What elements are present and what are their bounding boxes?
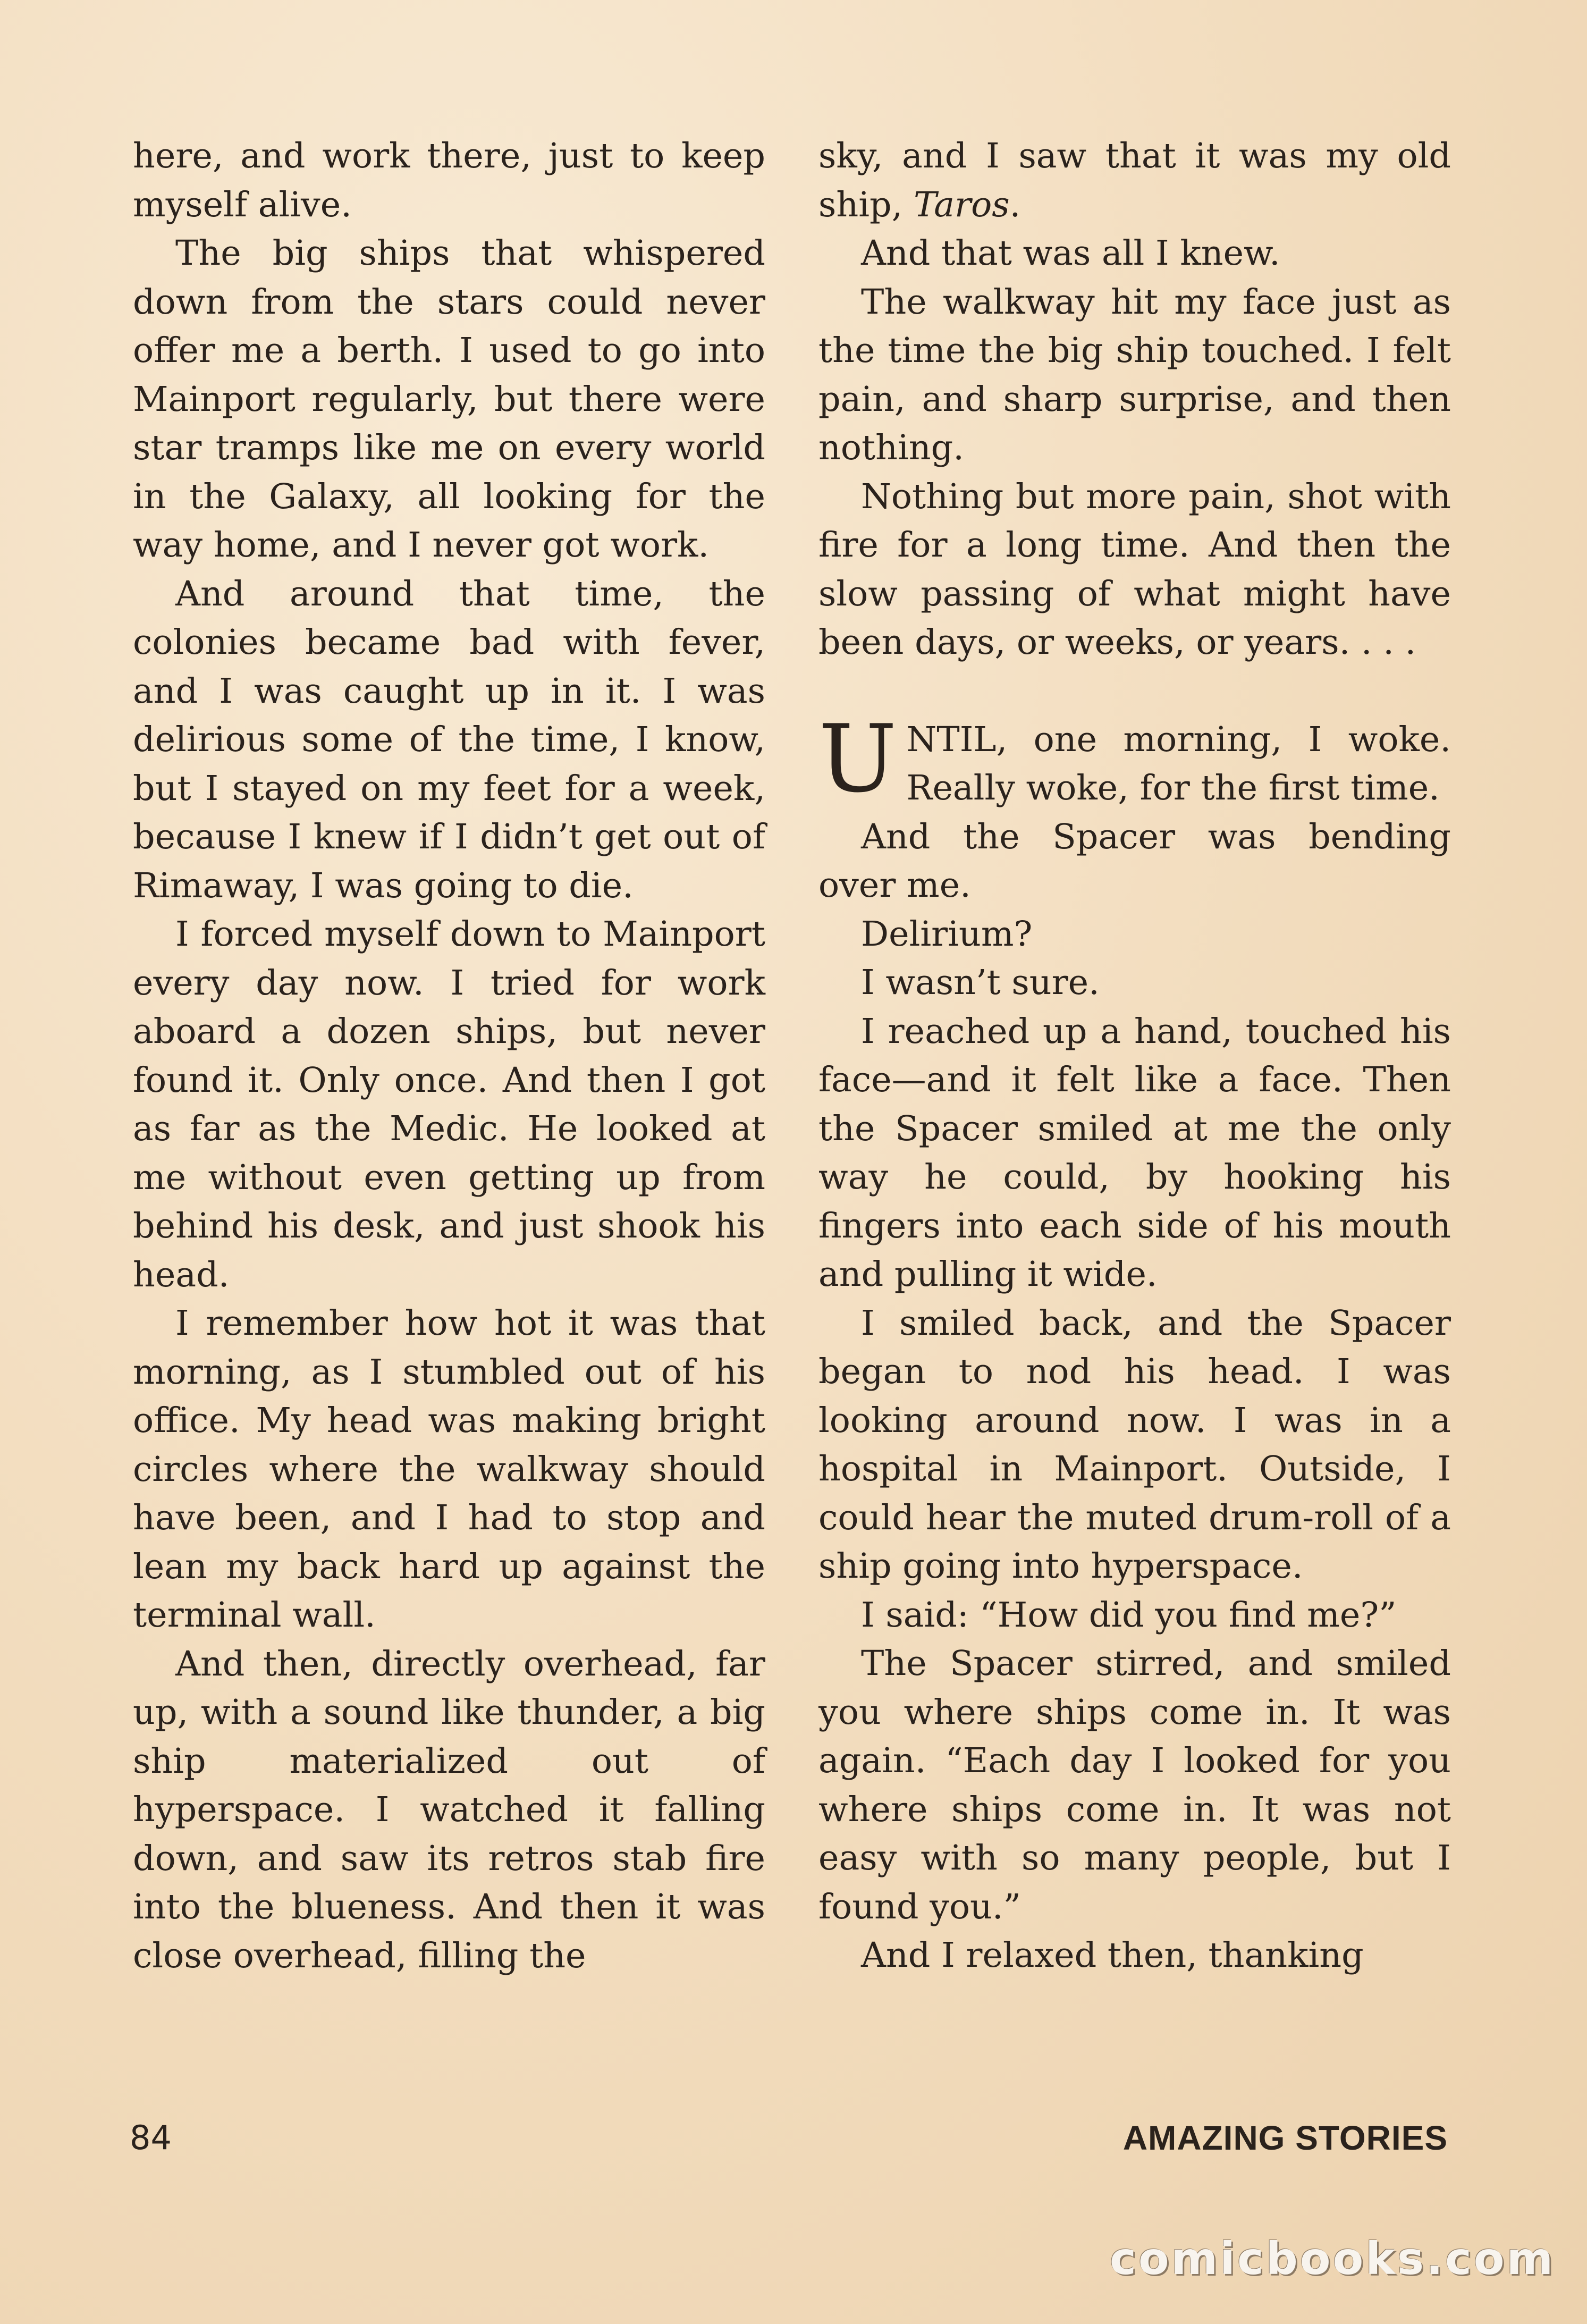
- paragraph: The big ships that whispered down from the stars could never offer me a berth. I used to go into Mainport regularly, but there were star tramps like me on every world in the Galaxy, all looking for the way home, and I never got work.: [133, 233, 765, 565]
- paragraph: I remember how hot it was that morning, as I stumbled out of his office. My head was making bright circles where the walkway should have been, and I had to stop and lean my back hard up against the terminal wall.: [133, 1303, 765, 1635]
- paragraph: And around that time, the colonies became bad with fever, and I was caught up in it. I was delirious some of the time, I know, but I stayed on my feet for a week, because I knew if I didn’t get out of Rimaway, I was going to die.: [133, 574, 765, 906]
- paragraph: And that was all I knew.: [861, 233, 1280, 273]
- text-run: NTIL, one morning, I woke. Really woke, for the first time.: [906, 719, 1451, 808]
- watermark: comicbooks.com: [1110, 2233, 1555, 2285]
- paragraph: I forced myself down to Mainport every day now. I tried for work aboard a dozen ships, but never found it. Only once. And then I got as far as the Medic. He looked at me without even getting up from behind his desk, and just shook his head.: [133, 914, 765, 1295]
- paragraph: I reached up a hand, touched his face—and it felt like a face. Then the Spacer smiled at me the only way he could, by hooking his fingers into each side of his mouth and pulling it wide.: [818, 1011, 1451, 1294]
- paragraph: I said: “How did you find me?”: [861, 1595, 1397, 1635]
- drop-cap: U: [818, 705, 897, 813]
- paragraph: The Spacer stirred, and smiled you where ships come in. It was again. “Each day I looked for you where ships come in. It was not easy with so many people, but I found you.”: [818, 1644, 1451, 1927]
- text-run: sky, and I saw that it was my old ship,: [818, 136, 1451, 225]
- left-column: [133, 132, 765, 1980]
- page-number: 84: [130, 2118, 172, 2157]
- paragraph: The walkway hit my face just as the time the big ship touched. I felt pain, and sharp surprise, and then nothing.: [818, 282, 1451, 468]
- paragraph: Nothing but more pain, shot with fire for a long time. And then the slow passing of what might have been days, or weeks, or years. . . .: [818, 476, 1451, 662]
- paragraph: here, and work there, just to keep myself alive.: [133, 136, 765, 225]
- paragraph: And I relaxed then, thanking: [861, 1935, 1364, 1975]
- paragraph: And then, directly overhead, far up, with a sound like thunder, a big ship materialized out of hyperspace. I watched it falling down, and saw its retros stab fire into the blueness. And then it was close overhead, filling the: [133, 1644, 765, 1976]
- right-column: [818, 132, 1451, 1980]
- paragraph: And the Spacer was bending over me.: [818, 816, 1451, 905]
- text-run: .: [1009, 184, 1021, 225]
- paragraph: I wasn’t sure.: [861, 963, 1100, 1003]
- ship-name: Taros: [913, 184, 1010, 225]
- paragraph: I smiled back, and the Spacer began to nod his head. I was looking around now. I was in a hospital in Mainport. Outside, I could hear the muted drum-roll of a ship going into hyperspace.: [818, 1303, 1451, 1586]
- paragraph: [818, 132, 1451, 229]
- section-opening-paragraph: [818, 705, 1451, 813]
- running-head: AMAZING STORIES: [1122, 2119, 1448, 2157]
- paragraph: Delirium?: [861, 914, 1033, 954]
